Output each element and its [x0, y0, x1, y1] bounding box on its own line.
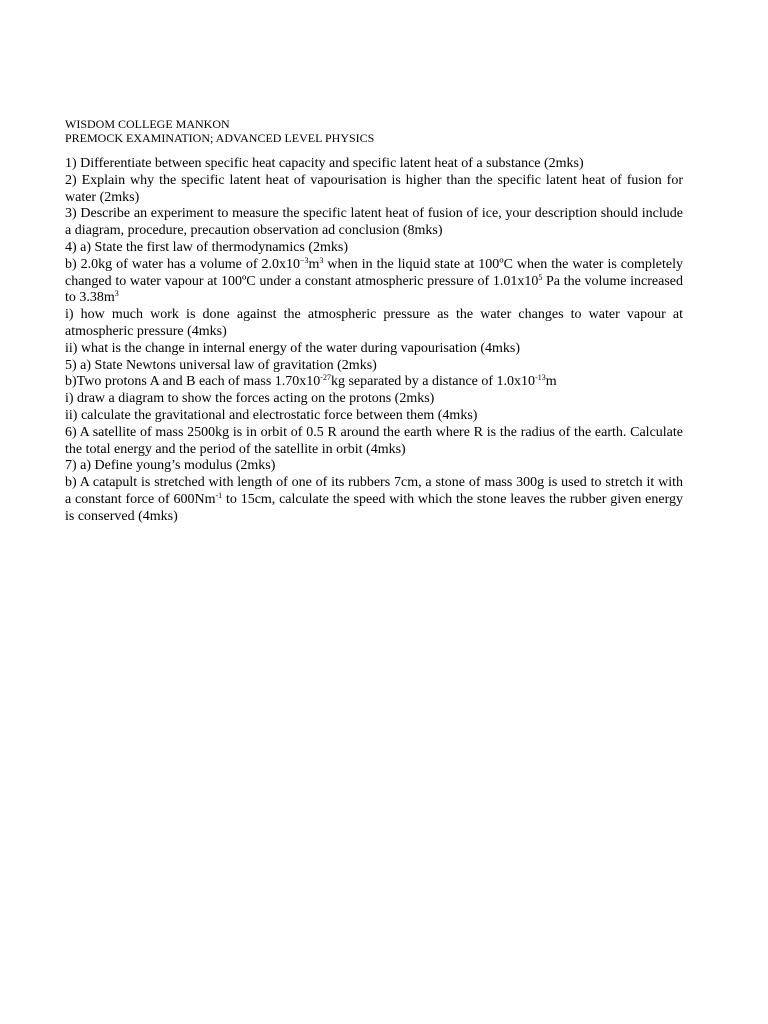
school-name: WISDOM COLLEGE MANKON — [65, 117, 230, 131]
exam-title: PREMOCK EXAMINATION; ADVANCED LEVEL PHYSICS — [65, 131, 375, 145]
q7b-sup-1: -1 — [215, 490, 223, 500]
q4b-text-1: b) 2.0kg of water has a volume of 2.0x10 — [65, 256, 301, 272]
q5b-sup-1: -27 — [320, 373, 331, 383]
q4b-text-4: Pa the volume increased to 3.38m — [65, 273, 683, 306]
question-4a: 4) a) State the first law of thermodynamics (2mks) — [65, 239, 349, 255]
q5b-sup-2: -13 — [535, 373, 546, 383]
question-7a: 7) a) Define young’s modulus (2mks) — [65, 458, 276, 474]
question-5b — [65, 374, 683, 391]
question-4b-ii: ii) what is the change in internal energy of the water during vapourisation (4mks) — [65, 340, 520, 356]
q4b-text-2: m — [308, 256, 320, 272]
q4b-text-3: when in the liquid state at 100ºC when the water is completely changed to water vapour at 100ºC under a constant atmospheric pressure of 1.01x10 — [65, 256, 683, 289]
q7b-text-1: b) A catapult is stretched with length of one of its rubbers 7cm, a stone of mass 300g is used to stretch it with a constant force of 600Nm — [65, 475, 683, 507]
question-4b-i: i) how much work is done against the atmospheric pressure as the water changes to water vapour at atmospheric pressure (4mks) — [65, 307, 683, 339]
q4b-sup-4: 3 — [114, 289, 119, 299]
question-6: 6) A satellite of mass 2500kg is in orbit of 0.5 R around the earth where R is the radius of the earth. Calculate the total energy and the period of the satellite in orbit (4mks) — [65, 424, 683, 457]
question-5b-i: i) draw a diagram to show the forces acting on the protons (2mks) — [65, 391, 435, 407]
q4b-sup-2: 3 — [319, 255, 324, 265]
q4b-sup-3: 5 — [538, 272, 543, 282]
q7b-text-2: to 15cm, calculate the speed with which the stone leaves the rubber given energy is conserved (4mks) — [65, 491, 683, 524]
question-2: 2) Explain why the specific latent heat of vapourisation is higher than the specific latent heat of fusion for water (2mks) — [65, 172, 683, 205]
q4b-sup-1: −3 — [300, 255, 309, 265]
q5b-text-2: kg separated by a distance of 1.0x10 — [330, 374, 536, 390]
question-4b — [65, 257, 683, 307]
question-5a: 5) a) State Newtons universal law of gravitation (2mks) — [65, 357, 377, 373]
question-1: 1) Differentiate between specific heat capacity and specific latent heat of a substance (2mks) — [65, 156, 584, 171]
q5b-text-3: m — [545, 374, 557, 390]
question-7b — [65, 475, 683, 525]
q5b-text-1: b)Two protons A and B each of mass 1.70x10 — [65, 374, 321, 390]
question-5b-ii: ii) calculate the gravitational and electrostatic force between them (4mks) — [65, 407, 478, 423]
exam-document — [65, 117, 683, 526]
question-3: 3) Describe an experiment to measure the specific latent heat of fusion of ice, your description should include a diagram, procedure, precaution observation ad conclusion (8mks) — [65, 206, 683, 239]
question-list — [65, 156, 683, 526]
